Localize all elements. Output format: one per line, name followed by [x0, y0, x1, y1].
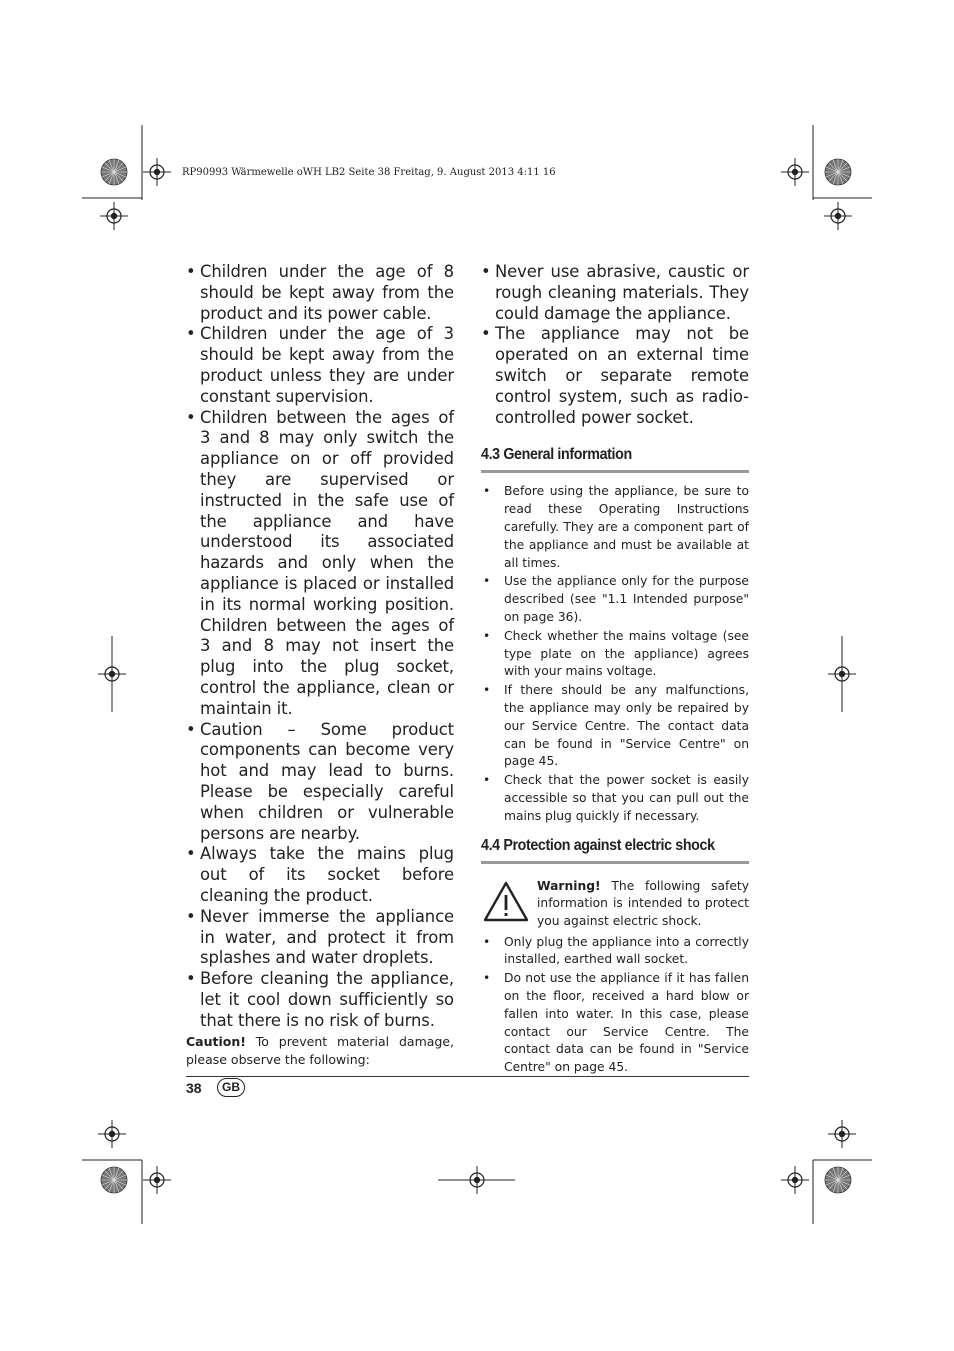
electric-shock-list	[481, 934, 749, 1077]
cleaning-list	[481, 262, 749, 428]
caution-note	[186, 1033, 454, 1069]
warning-triangle-icon	[483, 880, 529, 922]
list-item: • Children between the ages of 3 and 8 may only switch the appliance on or off provided they are supervised or instructed in the safe use of the appliance and have understood its associated hazards and only when the appliance is placed or installed in its normal working position. Children between the ages of 3 and 8 may not insert the plug into the plug socket, control the appliance, clean or maintain it.	[186, 408, 454, 720]
caution-label: Caution!	[186, 1034, 246, 1050]
caution-text: To prevent material damage, please observe the following:	[186, 1034, 454, 1068]
warning-body: The following safety information is intended to protect you against electric shock.	[537, 878, 749, 929]
warning-box	[481, 878, 749, 932]
right-column	[481, 262, 749, 1078]
list-item: • If there should be any malfunctions, the appliance may only be repaired by our Service Centre. The contact data can be found in "Service Centre" on page 45.	[481, 682, 749, 771]
list-item: • Always take the mains plug out of its socket before cleaning the product.	[186, 844, 454, 906]
list-item: • Check that the power socket is easily accessible so that you can pull out the mains plug quickly if necessary.	[481, 772, 749, 825]
list-item: • Children under the age of 8 should be kept away from the product and its power cable.	[186, 262, 454, 324]
list-item: • Caution – Some product components can become very hot and may lead to burns. Please be especially careful when children or vulnerable persons are nearby.	[186, 720, 454, 845]
section-heading-electric-shock: 4.4 Protection against electric shock	[481, 836, 715, 854]
language-badge: GB	[217, 1078, 245, 1097]
safety-list	[186, 262, 454, 1031]
warning-label: Warning!	[537, 878, 601, 893]
list-item: • Do not use the appliance if it has fallen on the floor, received a hard blow or fallen into water. In this case, please contact our Service Centre. The contact data can be found in "Service Centre" on page 45.	[481, 970, 749, 1077]
list-item: • Never use abrasive, caustic or rough cleaning materials. They could damage the appliance.	[481, 262, 749, 324]
section-divider	[481, 470, 749, 473]
list-item: • Only plug the appliance into a correctly installed, earthed wall socket.	[481, 934, 749, 970]
general-information-list	[481, 483, 749, 825]
list-item: • Never immerse the appliance in water, and protect it from splashes and water droplets.	[186, 907, 454, 969]
list-item: • Use the appliance only for the purpose described (see "1.1 Intended purpose" on page 36).	[481, 573, 749, 626]
list-item: • The appliance may not be operated on an external time switch or separate remote control system, such as radio-controlled power socket.	[481, 324, 749, 428]
footer-divider	[186, 1076, 749, 1077]
page-number: 38	[186, 1080, 202, 1096]
print-header: RP90993 Wärmewelle oWH LB2 Seite 38 Freitag, 9. August 2013 4:11 16	[182, 167, 556, 178]
section-heading-general-information: 4.3 General information	[481, 446, 632, 464]
list-item: • Before using the appliance, be sure to read these Operating Instructions carefully. They are a component part of the appliance and must be available at all times.	[481, 483, 749, 572]
list-item: • Before cleaning the appliance, let it cool down sufficiently so that there is no risk of burns.	[186, 969, 454, 1031]
list-item: • Children under the age of 3 should be kept away from the product unless they are under constant supervision.	[186, 324, 454, 407]
list-item: • Check whether the mains voltage (see type plate on the appliance) agrees with your mains voltage.	[481, 628, 749, 681]
left-column	[186, 262, 454, 1069]
section-divider	[481, 861, 749, 864]
warning-text	[537, 878, 749, 931]
